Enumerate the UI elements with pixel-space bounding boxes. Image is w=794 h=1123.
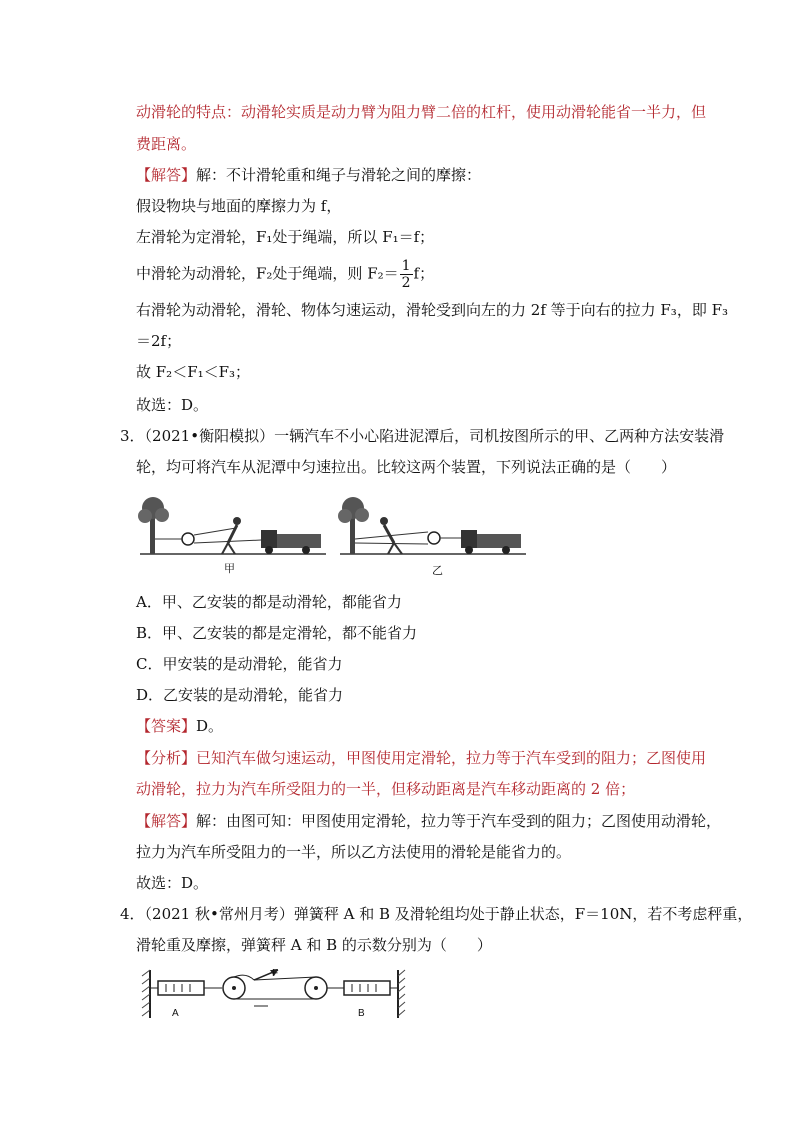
label-b: B	[358, 1008, 365, 1018]
solution-line	[136, 165, 481, 185]
figure-label-left: 甲	[224, 563, 235, 575]
figure-left	[138, 497, 326, 575]
solution-line	[136, 811, 721, 831]
answer-value: D。	[196, 717, 224, 735]
solution-text: 解：不计滑轮重和绳子与滑轮之间的摩擦：	[196, 166, 482, 184]
solution-line: 拉力为汽车所受阻力的一半，所以乙方法使用的滑轮是能省力的。	[136, 843, 572, 861]
person-icon	[380, 517, 388, 525]
solution-line	[136, 258, 434, 291]
option-b[interactable]: B．甲、乙安装的都是定滑轮，都不能省力	[136, 624, 418, 642]
analysis-line: 动滑轮的特点：动滑轮实质是动力臂为阻力臂二倍的杠杆，使用动滑轮能省一半力，但	[136, 103, 707, 121]
tree-trunk-icon	[350, 516, 355, 554]
option-c[interactable]: C．甲安装的是动滑轮，能省力	[136, 655, 343, 673]
spring-scale-a	[158, 981, 204, 995]
figure-right	[338, 497, 526, 577]
question-3-stem: 轮，均可将汽车从泥潭中匀速拉出。比较这两个装置，下列说法正确的是（ ）	[136, 458, 677, 476]
truck-icon	[477, 534, 521, 548]
analysis-line	[136, 748, 706, 768]
solution-text: f；	[413, 264, 435, 283]
question-4-stem: 滑轮重及摩擦，弹簧秤 A 和 B 的示数分别为（ ）	[136, 936, 492, 954]
solution-tag: 【解答】	[136, 812, 197, 830]
option-d[interactable]: D．乙安装的是动滑轮，能省力	[136, 686, 344, 704]
analysis-text: 已知汽车做匀速运动，甲图使用定滑轮，拉力等于汽车受到的阻力；乙图使用	[196, 749, 707, 767]
solution-line: 故 F₂＜F₁＜F₃；	[136, 363, 251, 381]
pulley-car-figure	[136, 488, 536, 580]
question-3-stem: 3．（2021•衡阳模拟）一辆汽车不小心陷进泥潭后，司机按图所示的甲、乙两种方法安装滑	[120, 427, 725, 445]
solution-line: 右滑轮为动滑轮，滑轮、物体匀速运动，滑轮受到向左的力 2f 等于向右的拉力 F₃，即 F₃	[136, 301, 729, 319]
choice-line: 故选：D。	[136, 874, 209, 892]
solution-text: 中滑轮为动滑轮，F₂处于绳端，则 F₂＝	[136, 264, 399, 283]
figure-label-right: 乙	[432, 565, 443, 577]
solution-line: 故选：D。	[136, 396, 209, 414]
label-f: F	[272, 968, 279, 979]
truck-icon	[277, 534, 321, 548]
pulley-icon	[182, 533, 194, 545]
analysis-tag: 【分析】	[136, 749, 197, 767]
analysis-line: 动滑轮，拉力为汽车所受阻力的一半，但移动距离是汽车移动距离的 2 倍；	[136, 780, 636, 798]
label-a: A	[172, 1008, 179, 1018]
answer-tag: 【答案】	[136, 717, 197, 735]
solution-tag: 【解答】	[136, 166, 197, 184]
person-icon	[233, 517, 241, 525]
answer-line	[136, 716, 223, 736]
solution-line: 假设物块与地面的摩擦力为 f，	[136, 197, 342, 215]
tree-trunk-icon	[150, 516, 155, 554]
fraction	[400, 258, 413, 291]
analysis-line: 费距离。	[136, 135, 197, 153]
option-a[interactable]: A．甲、乙安装的都是动滑轮，都能省力	[136, 593, 402, 611]
solution-line: 左滑轮为定滑轮，F₁处于绳端，所以 F₁＝f；	[136, 228, 435, 246]
truck-cab-icon	[461, 530, 477, 548]
solution-line: ＝2f；	[136, 332, 182, 350]
pulley-icon	[428, 532, 440, 544]
spring-scale-figure	[136, 966, 406, 1018]
solution-text: 解：由图可知：甲图使用定滑轮，拉力等于汽车受到的阻力；乙图使用动滑轮，	[196, 812, 722, 830]
question-4-stem: 4．（2021 秋•常州月考）弹簧秤 A 和 B 及滑轮组均处于静止状态，F＝10N，若不考虑秤重，	[120, 905, 753, 923]
fraction-numerator: 1	[401, 258, 411, 274]
fraction-denominator: 2	[401, 275, 411, 291]
spring-scale-b	[344, 981, 390, 995]
truck-cab-icon	[261, 530, 277, 548]
